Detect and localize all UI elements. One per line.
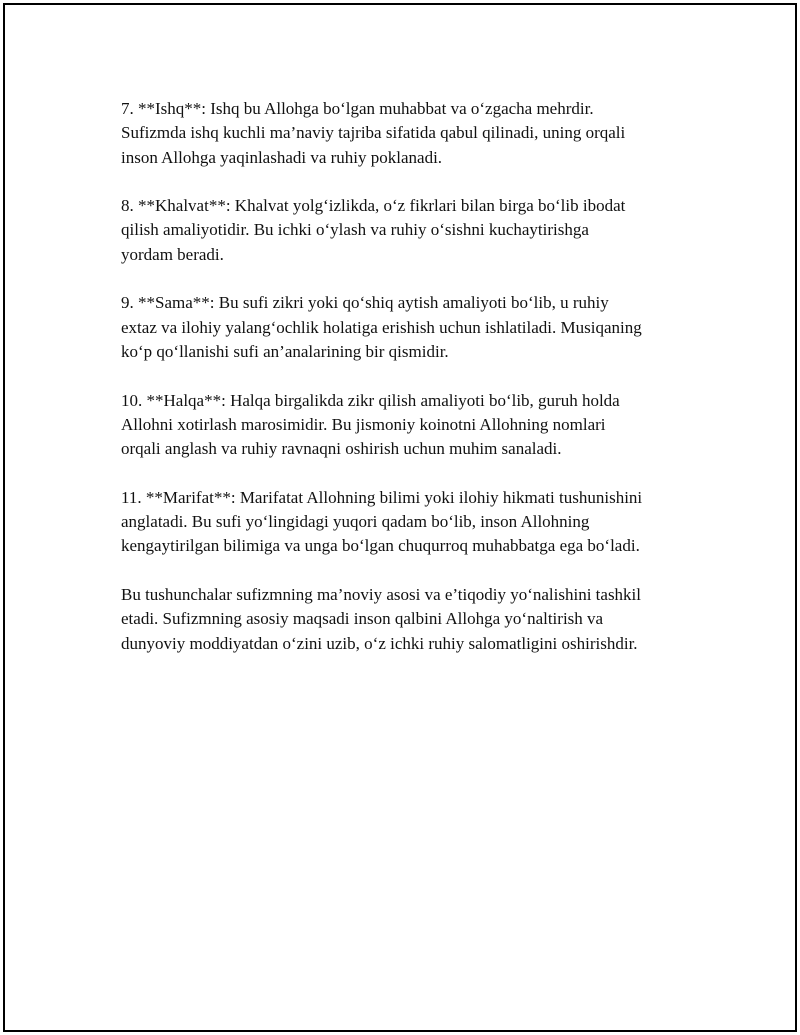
- text-line: inson Allohga yaqinlashadi va ruhiy poklanadi.: [121, 147, 443, 167]
- text-line: extaz va ilohiy yalang‘ochlik holatiga erishish uchun ishlatiladi. Musiqaning: [121, 317, 642, 337]
- paragraph-khalvat: [121, 194, 711, 267]
- text-line: 8. **Khalvat**: Khalvat yolg‘izlikda, o‘z fikrlari bilan birga bo‘lib ibodat: [121, 196, 626, 216]
- text-line: 9. **Sama**: Bu sufi zikri yoki qo‘shiq aytish amaliyoti bo‘lib, u ruhiy: [121, 293, 609, 313]
- page-frame: [3, 3, 797, 1032]
- text-line: Allohni xotirlash marosimidir. Bu jismoniy koinotni Allohning nomlari: [121, 414, 606, 434]
- paragraph-sama: [121, 291, 711, 364]
- paragraph-ishq: [121, 97, 711, 170]
- text-line: orqali anglash va ruhiy ravnaqni oshirish uchun muhim sanaladi.: [121, 439, 562, 459]
- text-line: anglatadi. Bu sufi yo‘lingidagi yuqori qadam bo‘lib, inson Allohning: [121, 512, 590, 532]
- text-line: qilish amaliyotidir. Bu ichki o‘ylash va ruhiy o‘sishni kuchaytirishga: [121, 220, 589, 240]
- text-line: 11. **Marifat**: Marifatat Allohning bilimi yoki ilohiy hikmati tushunishini: [121, 487, 643, 507]
- text-line: yordam beradi.: [121, 244, 224, 264]
- text-line: etadi. Sufizmning asosiy maqsadi inson qalbini Allohga yo‘naltirish va: [121, 609, 604, 629]
- paragraph-halqa: [121, 389, 711, 462]
- text-line: ko‘p qo‘llanishi sufi an’analarining bir qismidir.: [121, 341, 449, 361]
- text-line: Sufizmda ishq kuchli ma’naviy tajriba sifatida qabul qilinadi, uning orqali: [121, 123, 626, 143]
- paragraph-marifat: [121, 486, 711, 559]
- text-line: Bu tushunchalar sufizmning ma’noviy asosi va e’tiqodiy yo‘nalishini tashkil: [121, 584, 642, 604]
- text-line: kengaytirilgan bilimiga va unga bo‘lgan chuqurroq muhabbatga ega bo‘ladi.: [121, 536, 640, 556]
- text-line: 7. **Ishq**: Ishq bu Allohga bo‘lgan muhabbat va o‘zgacha mehrdir.: [121, 99, 594, 118]
- paragraph-conclusion: [121, 583, 711, 656]
- text-line: 10. **Halqa**: Halqa birgalikda zikr qilish amaliyoti bo‘lib, guruh holda: [121, 390, 620, 410]
- document-body: [121, 97, 711, 680]
- text-line: dunyoviy moddiyatdan o‘zini uzib, o‘z ichki ruhiy salomatligini oshirishdir.: [121, 633, 638, 653]
